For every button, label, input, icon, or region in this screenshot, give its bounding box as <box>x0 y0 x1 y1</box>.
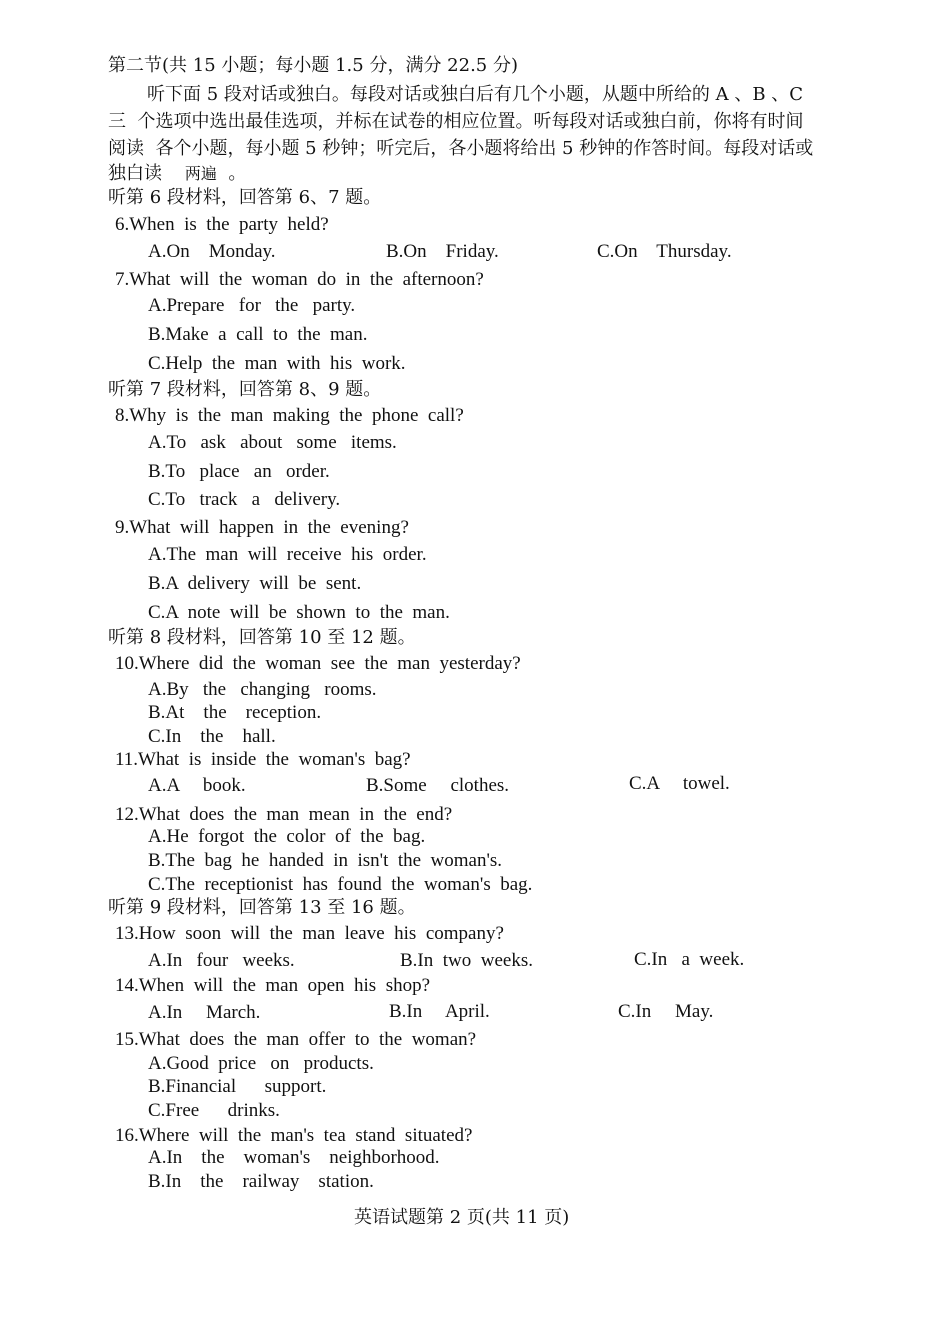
question-16-option-a: A.In the woman's neighborhood. <box>148 1147 440 1168</box>
question-11-option-c: C.A towel. <box>629 773 730 794</box>
question-6-option-b: B.On Friday. <box>386 241 499 262</box>
question-8-option-c: C.To track a delivery. <box>148 489 341 510</box>
question-14-option-c: C.In May. <box>618 1001 714 1022</box>
question-14-option-b: B.In April. <box>389 1001 490 1022</box>
question-13-option-c: C.In a week. <box>634 949 745 970</box>
question-14-option-a: A.In March. <box>148 1002 261 1023</box>
question-10-option-c: C.In the hall. <box>148 726 276 747</box>
question-13-option-b: B.In two weeks. <box>400 950 533 971</box>
instruction-line-2: 三 个选项中选出最佳选项，并标在试卷的相应位置。听每段对话或独白前，你将有时间 <box>108 111 804 132</box>
question-12-option-c: C.The receptionist has found the woman's bag. <box>148 874 533 895</box>
question-10-stem: 10.Where did the woman see the man yesterday? <box>115 653 521 674</box>
question-7-option-b: B.Make a call to the man. <box>148 324 368 345</box>
instruction-line-1: 听下面 5 段对话或独白。每段对话或独白后有几个小题，从题中所给的 A 、B 、C <box>147 84 804 105</box>
question-11-stem: 11.What is inside the woman's bag? <box>115 749 411 770</box>
question-7-option-a: A.Prepare for the party. <box>148 295 356 316</box>
question-15-option-a: A.Good price on products. <box>148 1053 374 1074</box>
question-7-stem: 7.What will the woman do in the afternoon? <box>115 269 484 290</box>
instruction-last-small: 两遍 <box>184 164 217 183</box>
page-footer: 英语试题第 2 页(共 11 页) <box>354 1207 570 1228</box>
group-heading-9: 听第 9 段材料，回答第 13 至 16 题。 <box>108 897 416 918</box>
question-6-option-c: C.On Thursday. <box>597 241 732 262</box>
question-11-option-b: B.Some clothes. <box>366 775 510 796</box>
question-16-stem: 16.Where will the man's tea stand situated? <box>115 1125 473 1146</box>
instruction-last-suffix: 。 <box>228 163 247 184</box>
question-8-stem: 8.Why is the man making the phone call? <box>115 405 464 426</box>
question-13-stem: 13.How soon will the man leave his company? <box>115 923 504 944</box>
question-6-option-a: A.On Monday. <box>148 241 276 262</box>
question-15-option-c: C.Free drinks. <box>148 1100 280 1121</box>
instruction-line-3: 阅读 各个小题，每小题 5 秒钟；听完后，各小题将给出 5 秒钟的作答时间。每段对话或 <box>108 138 814 159</box>
question-12-option-b: B.The bag he handed in isn't the woman's. <box>148 850 503 871</box>
question-12-option-a: A.He forgot the color of the bag. <box>148 826 426 847</box>
question-11-option-a: A.A book. <box>148 775 246 796</box>
section-header: 第二节(共 15 小题；每小题 1.5 分，满分 22.5 分) <box>108 55 518 76</box>
question-10-option-a: A.By the changing rooms. <box>148 679 377 700</box>
question-7-option-c: C.Help the man with his work. <box>148 353 406 374</box>
instruction-last-prefix: 独白读 <box>108 163 162 184</box>
question-8-option-b: B.To place an order. <box>148 461 330 482</box>
question-14-stem: 14.When will the man open his shop? <box>115 975 431 996</box>
question-13-option-a: A.In four weeks. <box>148 950 295 971</box>
question-16-option-b: B.In the railway station. <box>148 1171 374 1192</box>
question-15-option-b: B.Financial support. <box>148 1076 327 1097</box>
question-9-option-c: C.A note will be shown to the man. <box>148 602 450 623</box>
instruction-line-4 <box>108 165 246 183</box>
group-heading-6: 听第 6 段材料，回答第 6、7 题。 <box>108 187 382 208</box>
group-heading-7: 听第 7 段材料，回答第 8、9 题。 <box>108 379 382 400</box>
question-9-option-b: B.A delivery will be sent. <box>148 573 362 594</box>
question-9-option-a: A.The man will receive his order. <box>148 544 427 565</box>
question-12-stem: 12.What does the man mean in the end? <box>115 804 453 825</box>
question-15-stem: 15.What does the man offer to the woman? <box>115 1029 477 1050</box>
question-8-option-a: A.To ask about some items. <box>148 432 397 453</box>
question-6-stem: 6.When is the party held? <box>115 214 329 235</box>
group-heading-8: 听第 8 段材料，回答第 10 至 12 题。 <box>108 627 416 648</box>
question-9-stem: 9.What will happen in the evening? <box>115 517 409 538</box>
question-10-option-b: B.At the reception. <box>148 702 322 723</box>
